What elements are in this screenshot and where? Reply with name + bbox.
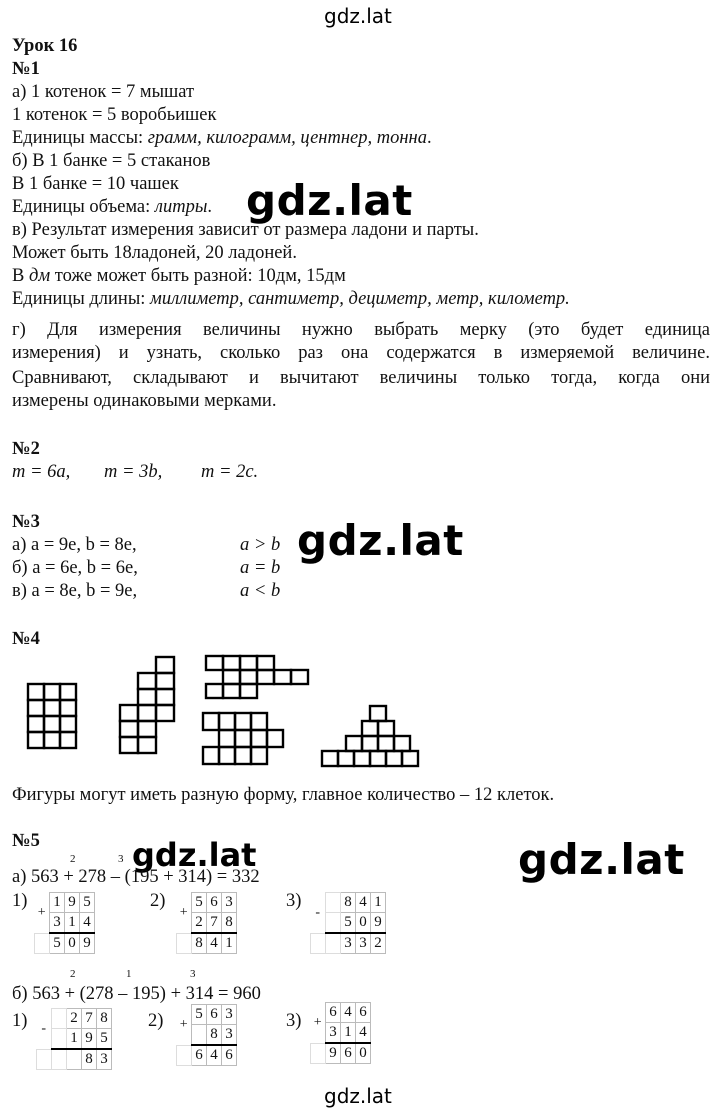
task4-figures (0, 652, 720, 772)
empty-cell (52, 1009, 67, 1029)
volume-label: Единицы объема: (12, 197, 155, 217)
task1-c-line2: Может быть 18ладоней, 20 ладоней. (12, 243, 297, 263)
a-step2-num: 2) (150, 891, 166, 911)
digit: 3 (222, 1005, 237, 1025)
empty-cell (326, 893, 341, 913)
digit: 8 (222, 913, 237, 934)
op-sign: + (179, 904, 188, 920)
digit (67, 1049, 82, 1070)
digit: 2 (371, 933, 386, 954)
watermark-4: gdz.lat (518, 835, 685, 884)
digit: 4 (207, 933, 222, 954)
task3-heading: №3 (12, 512, 40, 532)
task4-heading: №4 (12, 629, 40, 649)
digit: 9 (82, 1029, 97, 1050)
task1-heading: №1 (12, 59, 40, 79)
digit: 4 (356, 893, 371, 913)
digit: 6 (222, 1045, 237, 1066)
a-order-mark-2: 3 (118, 853, 124, 865)
task1-a-line2: 1 котенок = 5 воробьишек (12, 105, 217, 125)
digit: 8 (341, 893, 356, 913)
task1-b-line2: В 1 банке = 10 чашек (12, 174, 179, 194)
figure-stepped-rows (206, 656, 308, 698)
digit: 8 (82, 1049, 97, 1070)
b-step2-calc (176, 1004, 237, 1066)
task1-c-line1: в) Результат измерения зависит от размера ладони и парты. (12, 220, 479, 240)
digit: 9 (371, 913, 386, 934)
figure-staircase (120, 657, 174, 753)
digit: 1 (65, 913, 80, 934)
digit: 6 (207, 893, 222, 913)
c3-unit: дм (28, 266, 51, 286)
op-sign: + (179, 1016, 188, 1032)
task3-result-a: a > b (240, 535, 281, 555)
digit: 7 (207, 913, 222, 934)
a-order-mark-1: 2 (70, 853, 76, 865)
digit: 5 (97, 1029, 112, 1050)
empty-cell (326, 913, 341, 934)
task1-mass-units (12, 127, 432, 149)
task1-b-line1: б) В 1 банке = 5 стаканов (12, 151, 211, 171)
digit: 9 (65, 893, 80, 913)
watermark-top: gdz.lat (324, 4, 392, 28)
b-step3-calc (310, 1002, 371, 1064)
task1-a-line1: а) 1 котенок = 7 мышат (12, 82, 195, 102)
c3-pre: В (12, 266, 29, 286)
task3-row-c: в) a = 8е, b = 9е, (12, 581, 138, 601)
digit: 0 (356, 913, 371, 934)
task1-d-line4: измерены одинаковыми мерками. (12, 391, 277, 411)
task4-caption: Фигуры могут иметь разную форму, главное количество – 12 клеток. (12, 785, 555, 805)
watermark-bottom: gdz.lat (324, 1084, 392, 1108)
b-step2-num: 2) (148, 1011, 164, 1031)
figure-zigzag (203, 713, 283, 764)
empty-cell (37, 1049, 52, 1070)
figure-grid-3x4 (28, 684, 76, 748)
digit: 1 (50, 893, 65, 913)
op-sign: + (37, 904, 46, 920)
task2-eq3: m = 2c. (201, 462, 259, 482)
digit: 5 (192, 893, 207, 913)
digit: 4 (80, 913, 95, 934)
empty-cell (35, 933, 50, 954)
figure-pyramid (322, 706, 418, 766)
watermark-1: gdz.lat (246, 176, 413, 225)
task5-b-expression: б) 563 + (278 – 195) + 314 = 960 (12, 984, 261, 1004)
digit: 4 (341, 1003, 356, 1023)
volume-units-list: литры (154, 197, 208, 217)
digit: 8 (192, 933, 207, 954)
digit: 6 (341, 1043, 356, 1064)
empty-cell (311, 1043, 326, 1064)
task1-volume-units (12, 196, 212, 218)
b-order-mark-2: 1 (126, 968, 132, 980)
task3-row-b: б) a = 6е, b = 6е, (12, 558, 138, 578)
task5-heading: №5 (12, 831, 40, 851)
mass-end: . (426, 128, 432, 148)
empty-cell (177, 1045, 192, 1066)
empty-cell (311, 933, 326, 954)
empty-cell (177, 933, 192, 954)
digit: 2 (192, 913, 207, 934)
c3-post: тоже может быть разной: 10дм, 15дм (50, 266, 346, 286)
digit: 5 (341, 913, 356, 934)
digit: 3 (341, 933, 356, 954)
b-step1-calc (36, 1008, 112, 1070)
digit: 6 (192, 1045, 207, 1066)
digit: 9 (326, 1043, 341, 1064)
b-step3-num: 3) (286, 1011, 302, 1031)
digit: 4 (356, 1023, 371, 1044)
task1-length-units (12, 288, 570, 310)
mass-units-list: грамм, килограмм, центнер, тонна (147, 128, 427, 148)
length-label: Единицы длины: (12, 289, 151, 309)
b-step1-num: 1) (12, 1011, 28, 1031)
task1-d-line3: Сравнивают, складывают и вычитают величины только тогда, когда они (12, 368, 710, 388)
watermark-2: gdz.lat (297, 516, 464, 565)
digit: 6 (326, 1003, 341, 1023)
volume-end: . (207, 197, 212, 217)
a-step3-calc (310, 892, 386, 954)
a-step1-num: 1) (12, 891, 28, 911)
task1-d-line1: г) Для измерения величины нужно выбрать мерку (это будет единица (12, 320, 710, 340)
task5-a-expression: а) 563 + 278 – (195 + 314) = 332 (12, 867, 260, 887)
digit: 8 (97, 1009, 112, 1029)
a-step3-num: 3) (286, 891, 302, 911)
digit: 6 (207, 1005, 222, 1025)
watermark-3: gdz.lat (132, 836, 257, 874)
task3-result-b: a = b (240, 558, 281, 578)
task1-c-line3 (12, 265, 346, 287)
digit: 4 (207, 1045, 222, 1066)
empty-cell (52, 1049, 67, 1070)
digit: 3 (222, 1025, 237, 1046)
empty-cell (326, 933, 341, 954)
digit: 5 (192, 1005, 207, 1025)
digit: 6 (356, 1003, 371, 1023)
task2-eq1: m = 6a, (12, 462, 71, 482)
digit: 3 (326, 1023, 341, 1044)
op-sign: + (313, 1014, 322, 1030)
digit: 1 (222, 933, 237, 954)
digit: 3 (222, 893, 237, 913)
a-step2-calc (176, 892, 237, 954)
op-sign: - (41, 1020, 47, 1036)
task2-heading: №2 (12, 439, 40, 459)
digit: 3 (356, 933, 371, 954)
digit: 8 (207, 1025, 222, 1046)
digit: 0 (65, 933, 80, 954)
b-order-mark-1: 2 (70, 968, 76, 980)
task3-row-a: а) a = 9е, b = 8е, (12, 535, 137, 555)
task1-d-line2: измерения) и узнать, сколько раз она содержатся в измеряемой величине. (12, 343, 710, 363)
digit: 3 (97, 1049, 112, 1070)
digit (192, 1025, 207, 1046)
digit: 3 (50, 913, 65, 934)
digit: 0 (356, 1043, 371, 1064)
mass-label: Единицы массы: (12, 128, 148, 148)
digit: 5 (80, 893, 95, 913)
digit: 1 (67, 1029, 82, 1050)
length-units-list: миллиметр, сантиметр, дециметр, метр, километр. (150, 289, 570, 309)
b-order-mark-3: 3 (190, 968, 196, 980)
task2-eq2: m = 3b, (104, 462, 163, 482)
lesson-title: Урок 16 (12, 36, 78, 56)
task3-result-c: a < b (240, 581, 281, 601)
digit: 1 (341, 1023, 356, 1044)
digit: 9 (80, 933, 95, 954)
digit: 1 (371, 893, 386, 913)
digit: 5 (50, 933, 65, 954)
digit: 7 (82, 1009, 97, 1029)
a-step1-calc (34, 892, 95, 954)
empty-cell (52, 1029, 67, 1050)
digit: 2 (67, 1009, 82, 1029)
op-sign: - (315, 904, 321, 920)
